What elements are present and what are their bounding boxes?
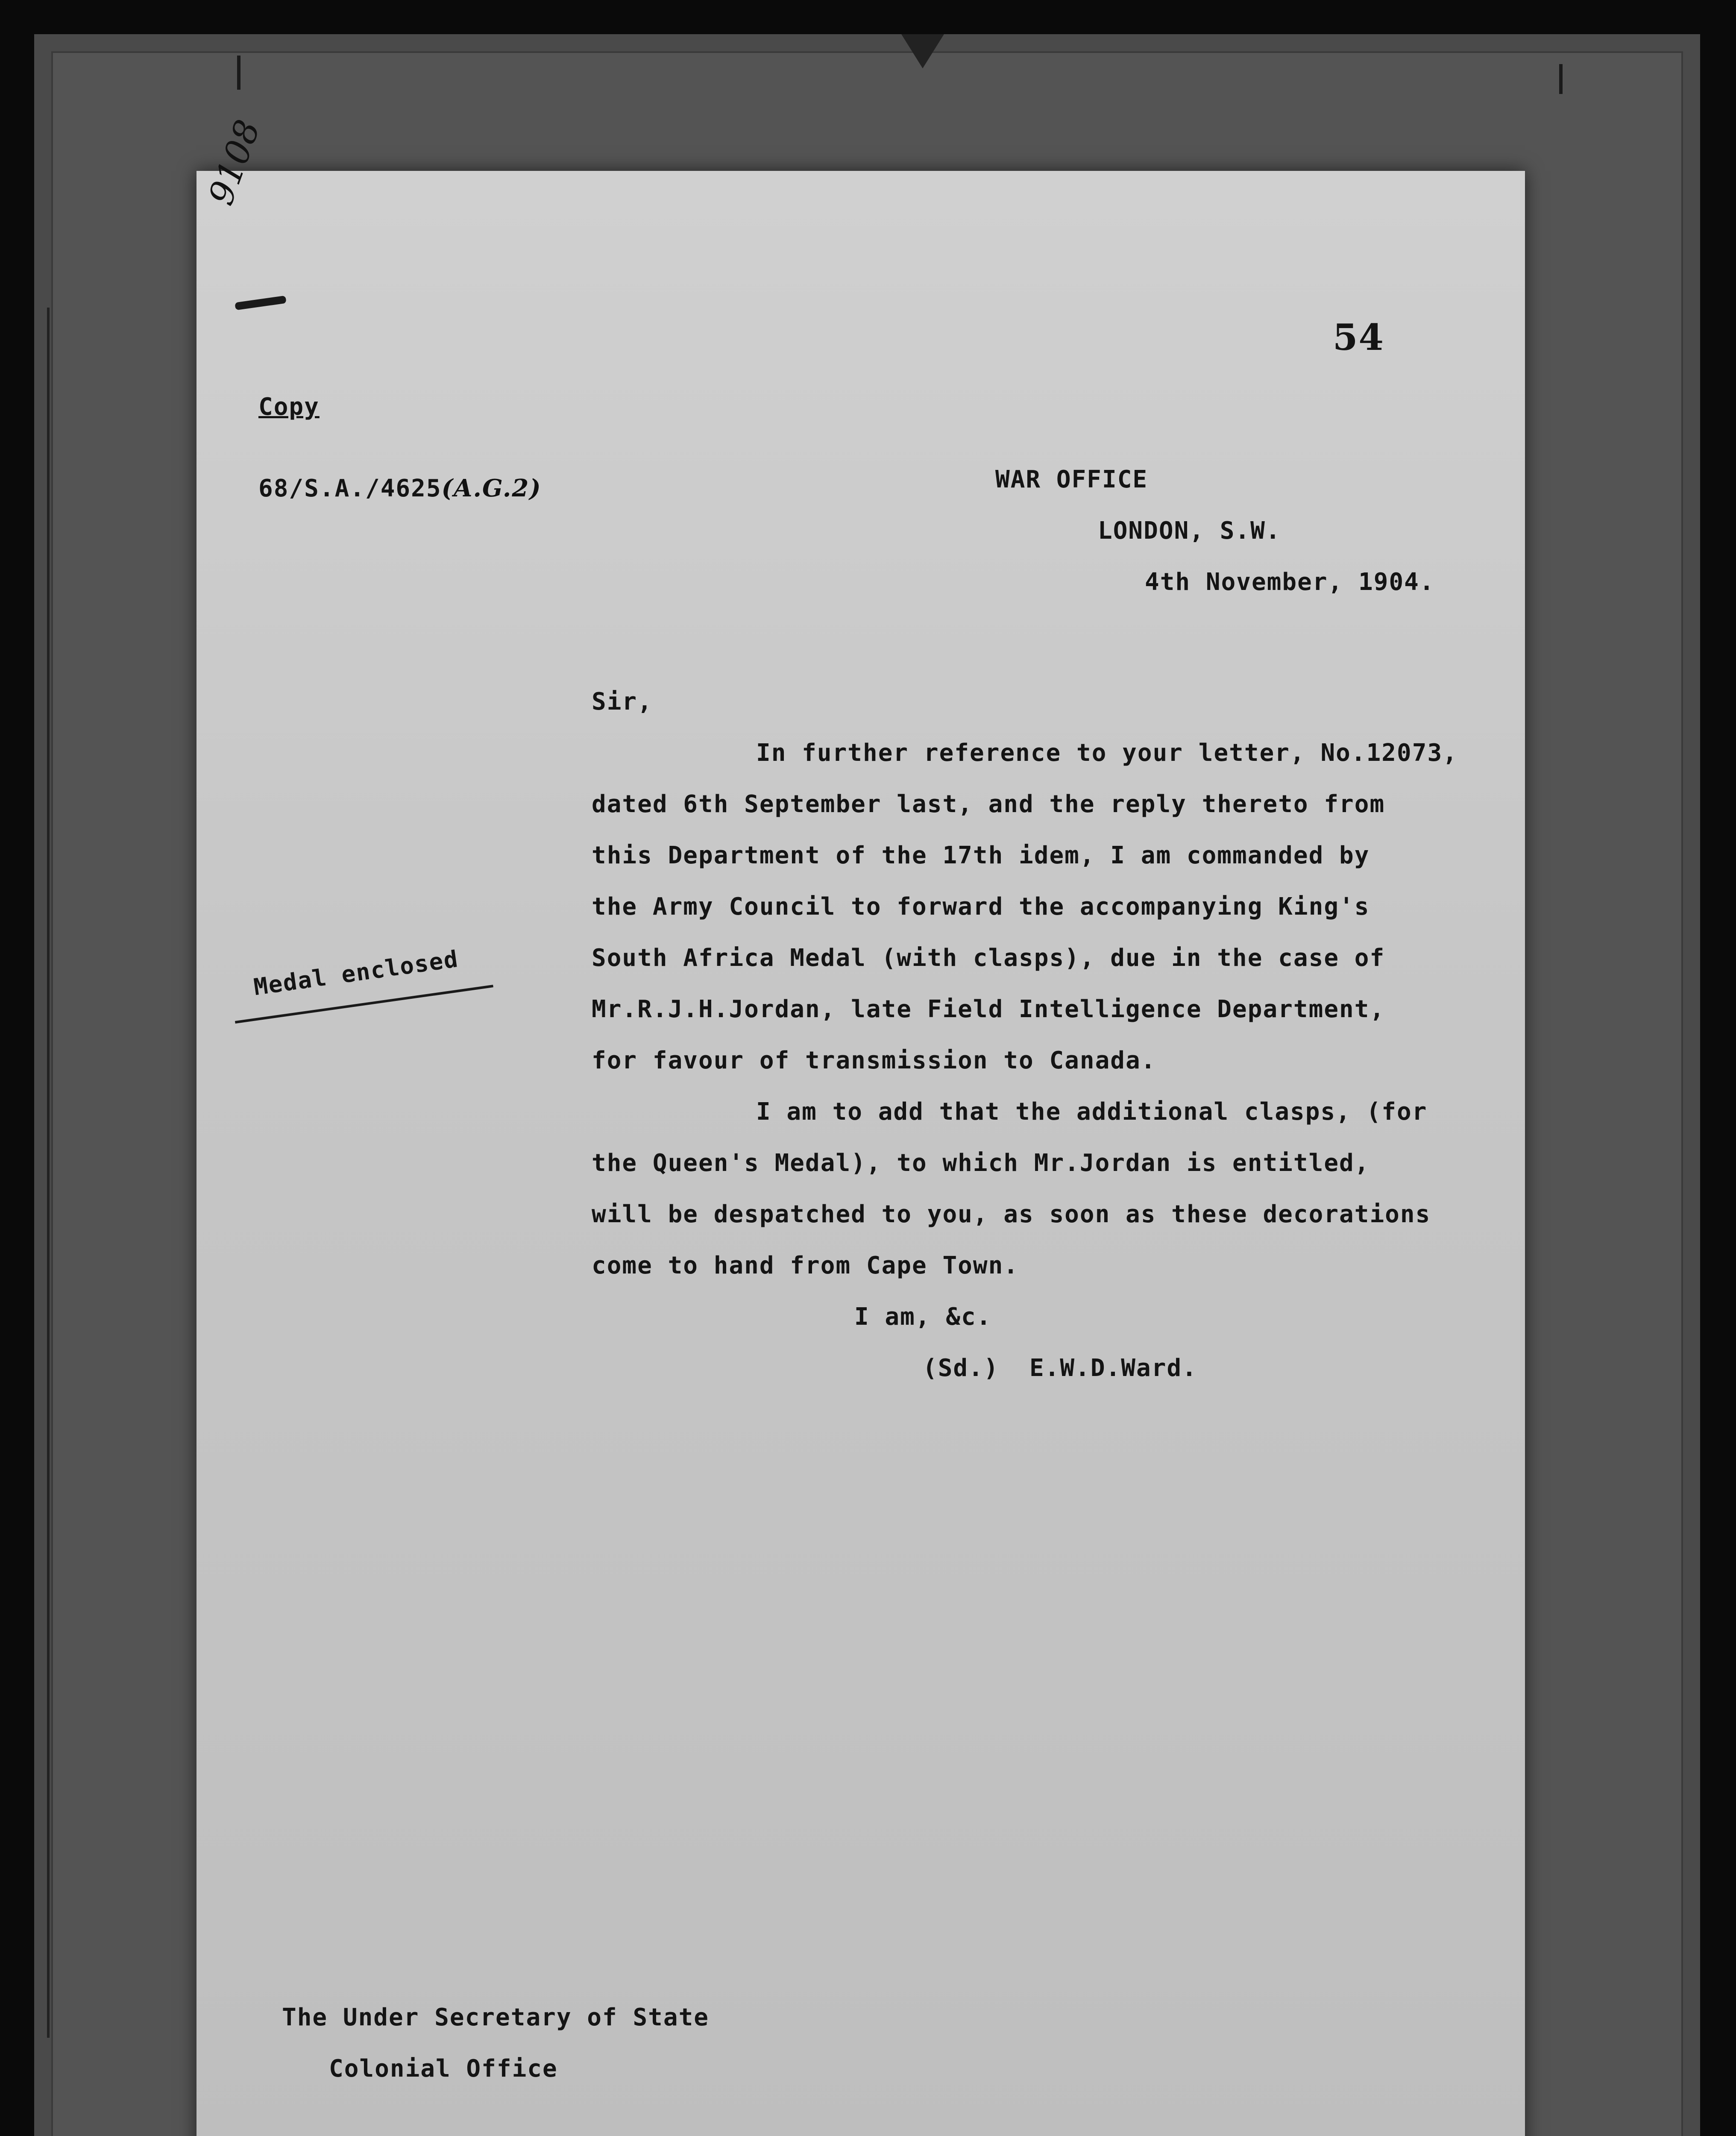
letter-date: 4th November, 1904.	[1145, 568, 1435, 596]
body-line-8: I am to add that the additional clasps, (for	[756, 1098, 1428, 1126]
frame-tick-right	[1559, 64, 1563, 94]
reference-number	[258, 474, 542, 502]
document-sheet	[196, 114, 1525, 2136]
frame-edge-line	[47, 308, 50, 2038]
sender-line-1: WAR OFFICE	[995, 466, 1148, 493]
copy-label: Copy	[258, 393, 320, 421]
body-line-10: will be despatched to you, as soon as these decorations	[592, 1200, 1431, 1228]
corner-ink-mark	[235, 296, 286, 311]
body-line-2: dated 6th September last, and the reply thereto from	[592, 790, 1385, 818]
body-line-6: Mr.R.J.H.Jordan, late Field Intelligence Department,	[592, 995, 1385, 1023]
margin-note: Medal enclosed	[252, 945, 460, 1001]
body-line-1: In further reference to your letter, No.12073,	[756, 739, 1458, 767]
sender-line-2: LONDON, S.W.	[1098, 517, 1281, 545]
body-line-3: this Department of the 17th idem, I am commanded by	[592, 842, 1370, 869]
body-line-9: the Queen's Medal), to which Mr.Jordan is entitled,	[592, 1149, 1370, 1177]
body-line-7: for favour of transmission to Canada.	[592, 1047, 1156, 1074]
frame-notch-mark	[901, 34, 944, 68]
corner-handwritten-number: 9108	[201, 114, 268, 210]
page-number: 54	[1333, 316, 1384, 358]
body-line-11: come to hand from Cape Town.	[592, 1252, 1019, 1279]
addressee-line-2: Colonial Office	[329, 2055, 558, 2083]
salutation: Sir,	[592, 688, 653, 716]
reference-handwritten: (A.G.2)	[441, 474, 542, 502]
signature: (Sd.) E.W.D.Ward.	[923, 1354, 1197, 1382]
addressee-line-1: The Under Secretary of State	[282, 2004, 710, 2031]
body-line-5: South Africa Medal (with clasps), due in the case of	[592, 944, 1385, 972]
body-line-4: the Army Council to forward the accompanying King's	[592, 893, 1370, 921]
frame-tick-left	[237, 56, 240, 90]
closing: I am, &c.	[854, 1303, 992, 1331]
reference-typed: 68/S.A./4625	[258, 475, 442, 502]
